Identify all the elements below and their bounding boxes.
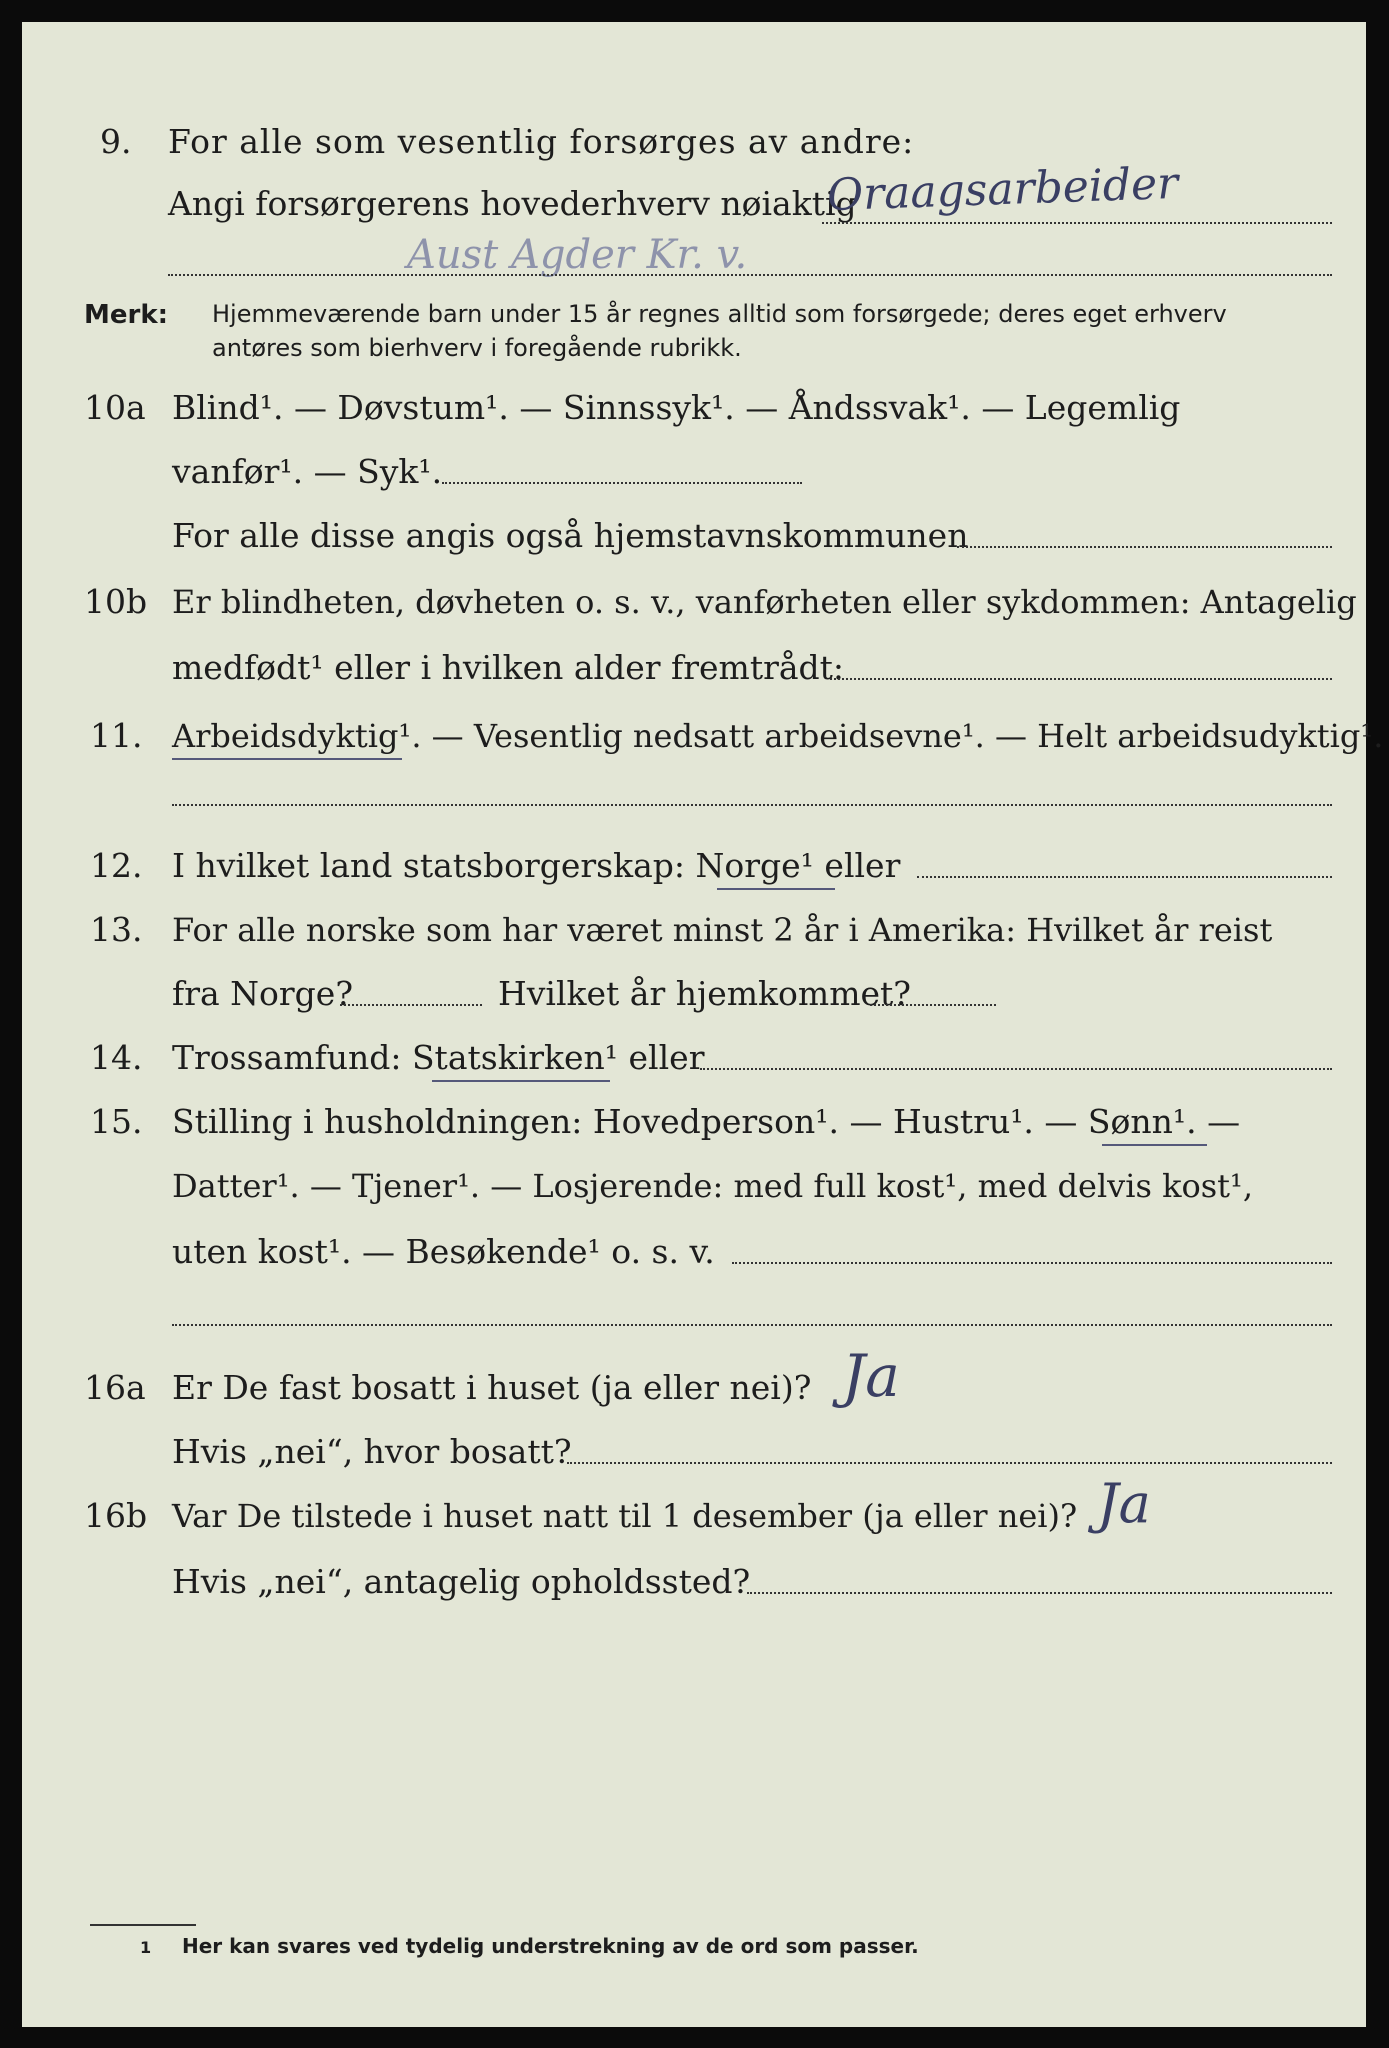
q15-answer-line-2 — [172, 1324, 1332, 1326]
q9-answer-line-2 — [168, 274, 1332, 276]
q14-handwritten-underline — [432, 1080, 610, 1082]
q16a-line-2: Hvis „nei“, hvor bosatt? — [172, 1432, 572, 1471]
q15-answer-line — [732, 1262, 1332, 1264]
q10a-line-2: vanfør¹. — Syk¹. — [172, 452, 443, 491]
q16b-handwritten-answer: Ja — [1097, 1472, 1151, 1535]
q16b-line-1: Var De tilstede i huset natt til 1 desember (ja eller nei)? — [172, 1497, 1078, 1535]
q11-handwritten-underline — [172, 758, 402, 760]
q12-post: eller — [824, 846, 901, 885]
q15-line-2: Datter¹. — Tjener¹. — Losjerende: med full kost¹, med delvis kost¹, — [172, 1167, 1254, 1205]
merk-line-2: antøres som bierhverv i foregående rubrikk. — [212, 334, 742, 362]
q14-pre: Trossamfund: — [172, 1038, 402, 1077]
question-number: 10a — [84, 388, 146, 427]
q16a-line-1: Er De fast bosatt i huset (ja eller nei)? — [172, 1368, 812, 1407]
q10a-answer-line — [442, 482, 802, 484]
q15-line-1b: — — [1207, 1102, 1241, 1141]
q10a-line-3: For alle disse angis også hjemstavnskommunen — [172, 516, 969, 555]
question-number: 10b — [84, 582, 148, 621]
q13-year-left-line — [340, 1004, 482, 1006]
q9-handwritten-location: Aust Agder Kr. v. — [407, 232, 748, 278]
q13-line-2a: fra Norge? — [172, 974, 354, 1013]
q15-line-1a: Stilling i husholdningen: Hovedperson¹. — Hustru¹. — — [172, 1102, 1078, 1141]
q11-underlined-option: Arbeidsdyktig¹. — [172, 717, 422, 755]
q14-post: eller — [628, 1038, 705, 1077]
q13-year-returned-line — [870, 1004, 996, 1006]
q11-line — [172, 716, 1383, 756]
q10b-line-1: Er blindheten, døvheten o. s. v., vanførheten eller sykdommen: Antagelig — [172, 583, 1357, 621]
q14-underlined-option: Statskirken¹ — [411, 1038, 619, 1077]
q14-line — [172, 1038, 704, 1078]
q10a-line-1: Blind¹. — Døvstum¹. — Sinnssyk¹. — Åndssvak¹. — Legemlig — [172, 388, 1181, 427]
q15-underlined-option: Sønn¹. — [1087, 1102, 1197, 1141]
q15-handwritten-underline — [1102, 1144, 1207, 1146]
q15-line-3: uten kost¹. — Besøkende¹ o. s. v. — [172, 1232, 715, 1271]
question-number: 11. — [90, 716, 143, 755]
q9-answer-line — [822, 222, 1332, 224]
question-number: 16b — [84, 1496, 148, 1535]
question-number: 13. — [90, 910, 143, 949]
question-number: 12. — [90, 846, 143, 885]
q12-line — [172, 846, 900, 886]
q10b-line-2: medfødt¹ eller i hvilken alder fremtrådt: — [172, 648, 845, 687]
footnote-rule — [90, 1924, 196, 1926]
question-number: 14. — [90, 1038, 143, 1077]
merk-label: Merk: — [84, 300, 169, 330]
q16b-line-2: Hvis „nei“, antagelig opholdssted? — [172, 1562, 751, 1601]
q12-handwritten-underline — [717, 888, 835, 890]
q10b-answer-line — [830, 678, 1332, 680]
q16b-answer-line — [747, 1592, 1332, 1594]
q13-line-2b: Hvilket år hjemkommet? — [498, 974, 911, 1013]
q9-handwritten-occupation: Oraagsarbeider — [826, 157, 1179, 222]
q16a-answer-line — [567, 1462, 1332, 1464]
question-number: 9. — [100, 122, 132, 161]
q11-answer-line — [172, 804, 1332, 806]
q12-answer-line — [917, 876, 1332, 878]
q10a-answer-line-2 — [957, 546, 1332, 548]
footnote-text: Her kan svares ved tydelig understrekning av de ord som passer. — [182, 1934, 919, 1958]
q13-line-1: For alle norske som har været minst 2 år i Amerika: Hvilket år reist — [172, 911, 1273, 949]
q9-line-1: For alle som vesentlig forsørges av andre: — [168, 122, 915, 161]
q15-line-1 — [172, 1102, 1240, 1142]
merk-line-1: Hjemmeværende barn under 15 år regnes alltid som forsørgede; deres eget erhverv — [212, 300, 1227, 328]
question-number: 16a — [84, 1368, 146, 1407]
q14-answer-line — [700, 1068, 1332, 1070]
question-number: 15. — [90, 1102, 143, 1141]
q11-rest: — Vesentlig nedsatt arbeidsevne¹. — Helt arbeidsudyktig¹. — [421, 717, 1384, 755]
footnote-mark: 1 — [140, 1938, 152, 1957]
q9-line-2: Angi forsørgerens hovederhverv nøiaktig — [168, 184, 857, 223]
q16a-handwritten-answer: Ja — [842, 1342, 900, 1410]
q12-underlined-option: Norge¹ — [695, 846, 814, 885]
q12-pre: I hvilket land statsborgerskap: — [172, 846, 686, 885]
census-form-page — [22, 22, 1384, 2027]
